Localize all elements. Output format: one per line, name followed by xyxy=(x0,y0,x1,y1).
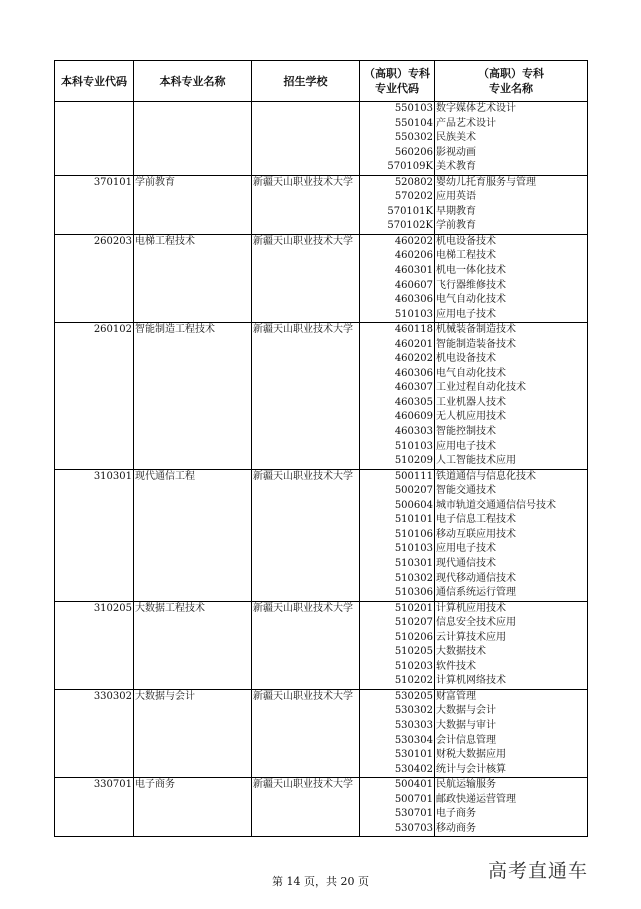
vocational-code: 460306 xyxy=(394,294,433,306)
bachelor-code-cell: 330302 xyxy=(93,690,132,702)
vocational-name: 现代移动通信技术 xyxy=(436,572,516,584)
vocational-code: 570101K xyxy=(387,205,433,217)
vocational-name: 电子商务 xyxy=(436,808,476,820)
vocational-code: 510106 xyxy=(394,528,433,540)
bachelor-name-cell: 大数据工程技术 xyxy=(135,602,205,614)
major-mapping-table xyxy=(54,60,588,837)
vocational-code: 500111 xyxy=(394,470,433,482)
vocational-name: 飞行器维修技术 xyxy=(436,279,506,291)
vocational-code: 510103 xyxy=(394,308,433,320)
bachelor-name-cell: 电梯工程技术 xyxy=(135,235,195,247)
vocational-name: 电梯工程技术 xyxy=(436,250,496,262)
vocational-name: 机电一体化技术 xyxy=(436,265,506,277)
vocational-name-list xyxy=(435,176,587,234)
vocational-code: 460609 xyxy=(394,411,433,423)
table-row xyxy=(55,689,588,777)
vocational-name: 移动互联应用技术 xyxy=(436,528,516,540)
table-row xyxy=(55,175,588,234)
vocational-code: 530304 xyxy=(394,734,433,746)
bachelor-code-cell: 260102 xyxy=(93,324,132,336)
vocational-code-list xyxy=(360,102,434,175)
vocational-name: 云计算技术应用 xyxy=(436,631,506,643)
vocational-code-list xyxy=(360,176,434,234)
vocational-name: 计算机网络技术 xyxy=(436,675,506,687)
bachelor-code-cell: 260203 xyxy=(93,235,132,247)
vocational-code: 510101 xyxy=(394,514,433,526)
vocational-code: 460118 xyxy=(394,324,433,336)
vocational-name: 智能制造装备技术 xyxy=(436,338,516,350)
table-row xyxy=(55,323,588,469)
school-cell: 新疆天山职业技术大学 xyxy=(253,470,353,482)
vocational-code: 510103 xyxy=(394,543,433,555)
vocational-code: 460202 xyxy=(394,235,433,247)
school-cell: 新疆天山职业技术大学 xyxy=(253,779,353,791)
vocational-code-list xyxy=(360,235,434,322)
vocational-code: 550103 xyxy=(394,103,433,114)
bachelor-code-cell: 310301 xyxy=(93,470,132,482)
vocational-name: 产品艺术设计 xyxy=(436,117,496,129)
bachelor-code-cell: 330701 xyxy=(93,779,132,791)
vocational-name: 机电设备技术 xyxy=(436,235,496,247)
vocational-name: 应用电子技术 xyxy=(436,308,496,320)
header-school: 招生学校 xyxy=(252,61,360,102)
vocational-name-list xyxy=(435,323,587,468)
vocational-code: 510201 xyxy=(394,602,433,614)
vocational-code: 510306 xyxy=(394,587,433,599)
vocational-code-list xyxy=(360,602,434,689)
vocational-code: 510301 xyxy=(394,557,433,569)
bachelor-code-cell: 310205 xyxy=(93,602,132,614)
vocational-code: 510209 xyxy=(394,455,433,467)
vocational-code-list xyxy=(360,778,434,836)
vocational-name: 应用英语 xyxy=(436,191,476,203)
vocational-code: 460303 xyxy=(394,426,433,438)
vocational-name: 大数据与审计 xyxy=(436,719,496,731)
vocational-code: 460206 xyxy=(394,250,433,262)
vocational-name: 应用电子技术 xyxy=(436,543,496,555)
vocational-code: 570109K xyxy=(387,161,433,173)
vocational-code: 460607 xyxy=(394,279,433,291)
table-row xyxy=(55,601,588,689)
vocational-code: 460201 xyxy=(394,338,433,350)
school-cell: 新疆天山职业技术大学 xyxy=(253,235,353,247)
vocational-name: 移动商务 xyxy=(436,822,476,834)
vocational-name: 机械装备制造技术 xyxy=(436,324,516,336)
vocational-name: 计算机应用技术 xyxy=(436,602,506,614)
vocational-code: 460202 xyxy=(394,353,433,365)
bachelor-name-cell: 现代通信工程 xyxy=(135,470,195,482)
bachelor-name-cell: 电子商务 xyxy=(135,779,175,791)
vocational-name: 智能控制技术 xyxy=(436,426,496,438)
school-cell: 新疆天山职业技术大学 xyxy=(253,602,353,614)
vocational-name: 统计与会计核算 xyxy=(436,763,506,775)
bachelor-name-cell: 大数据与会计 xyxy=(135,690,195,702)
vocational-code: 530402 xyxy=(394,763,433,775)
vocational-name: 早期教育 xyxy=(436,205,476,217)
vocational-name: 民族美术 xyxy=(436,132,476,144)
vocational-code: 530303 xyxy=(394,719,433,731)
header-bachelor-code: 本科专业代码 xyxy=(55,61,134,102)
vocational-name: 数字媒体艺术设计 xyxy=(436,103,516,114)
vocational-code: 510203 xyxy=(394,660,433,672)
vocational-name: 会计信息管理 xyxy=(436,734,496,746)
vocational-name-list xyxy=(435,778,587,836)
vocational-name: 电气自动化技术 xyxy=(436,367,506,379)
vocational-code: 510207 xyxy=(394,617,433,629)
school-cell: 新疆天山职业技术大学 xyxy=(253,690,353,702)
vocational-code: 530101 xyxy=(394,749,433,761)
vocational-name-list xyxy=(435,690,587,777)
vocational-code-list xyxy=(360,690,434,777)
vocational-name: 人工智能技术应用 xyxy=(436,455,516,467)
vocational-code: 500207 xyxy=(394,485,433,497)
table-row xyxy=(55,234,588,322)
bachelor-code-cell: 370101 xyxy=(93,176,132,188)
vocational-name: 城市轨道交通通信信号技术 xyxy=(436,499,556,511)
vocational-code: 510205 xyxy=(394,646,433,658)
vocational-code-list xyxy=(360,323,434,468)
bachelor-name-cell: 学前教育 xyxy=(135,176,175,188)
vocational-name: 大数据技术 xyxy=(436,646,486,658)
page-footer: 第 14 页，共 20 页 xyxy=(272,875,369,888)
table-header-row xyxy=(55,61,588,102)
vocational-name: 财富管理 xyxy=(436,690,476,702)
vocational-code: 510302 xyxy=(394,572,433,584)
vocational-code: 570202 xyxy=(394,191,433,203)
vocational-name: 机电设备技术 xyxy=(436,353,496,365)
vocational-code: 530205 xyxy=(394,690,433,702)
vocational-code: 510103 xyxy=(394,440,433,452)
vocational-code-list xyxy=(360,470,434,601)
vocational-name: 铁道通信与信息化技术 xyxy=(436,470,536,482)
vocational-name: 现代通信技术 xyxy=(436,557,496,569)
header-vocational-name: （高职）专科 专业名称 xyxy=(435,61,588,102)
vocational-code: 530701 xyxy=(394,808,433,820)
bachelor-name-cell: 智能制造工程技术 xyxy=(135,324,215,336)
header-vocational-code: （高职）专科 专业代码 xyxy=(360,61,435,102)
vocational-code: 500604 xyxy=(394,499,433,511)
vocational-name: 信息安全技术应用 xyxy=(436,617,516,629)
vocational-code: 510206 xyxy=(394,631,433,643)
vocational-code: 460307 xyxy=(394,382,433,394)
school-cell: 新疆天山职业技术大学 xyxy=(253,176,353,188)
vocational-code: 530703 xyxy=(394,822,433,834)
vocational-code: 460301 xyxy=(394,265,433,277)
vocational-name: 财税大数据应用 xyxy=(436,749,506,761)
vocational-code: 500701 xyxy=(394,793,433,805)
vocational-name: 无人机应用技术 xyxy=(436,411,506,423)
vocational-name: 婴幼儿托育服务与管理 xyxy=(436,176,536,188)
vocational-name: 应用电子技术 xyxy=(436,440,496,452)
vocational-name: 影视动画 xyxy=(436,146,476,158)
vocational-name: 美术教育 xyxy=(436,161,476,173)
vocational-code: 570102K xyxy=(387,220,433,232)
watermark-text: 高考直通车 xyxy=(488,860,589,882)
school-cell: 新疆天山职业技术大学 xyxy=(253,324,353,336)
vocational-name: 智能交通技术 xyxy=(436,485,496,497)
vocational-name-list xyxy=(435,470,587,601)
vocational-name: 工业过程自动化技术 xyxy=(436,382,526,394)
vocational-name-list xyxy=(435,102,587,175)
vocational-name-list xyxy=(435,602,587,689)
vocational-name: 学前教育 xyxy=(436,220,476,232)
vocational-name: 软件技术 xyxy=(436,660,476,672)
vocational-code: 510202 xyxy=(394,675,433,687)
vocational-name: 工业机器人技术 xyxy=(436,396,506,408)
vocational-code: 550104 xyxy=(394,117,433,129)
vocational-code: 530302 xyxy=(394,705,433,717)
vocational-code: 460305 xyxy=(394,396,433,408)
vocational-name: 民航运输服务 xyxy=(436,779,496,791)
vocational-name-list xyxy=(435,235,587,322)
vocational-code: 460306 xyxy=(394,367,433,379)
vocational-name: 通信系统运行管理 xyxy=(436,587,516,599)
vocational-name: 大数据与会计 xyxy=(436,705,496,717)
table-row xyxy=(55,778,588,837)
vocational-name: 邮政快递运营管理 xyxy=(436,793,516,805)
table-row xyxy=(55,102,588,176)
header-bachelor-name: 本科专业名称 xyxy=(134,61,252,102)
table-row xyxy=(55,469,588,601)
vocational-code: 550302 xyxy=(394,132,433,144)
vocational-code: 500401 xyxy=(394,779,433,791)
vocational-name: 电子信息工程技术 xyxy=(436,514,516,526)
vocational-name: 电气自动化技术 xyxy=(436,294,506,306)
vocational-code: 560206 xyxy=(394,146,433,158)
vocational-code: 520802 xyxy=(394,176,433,188)
